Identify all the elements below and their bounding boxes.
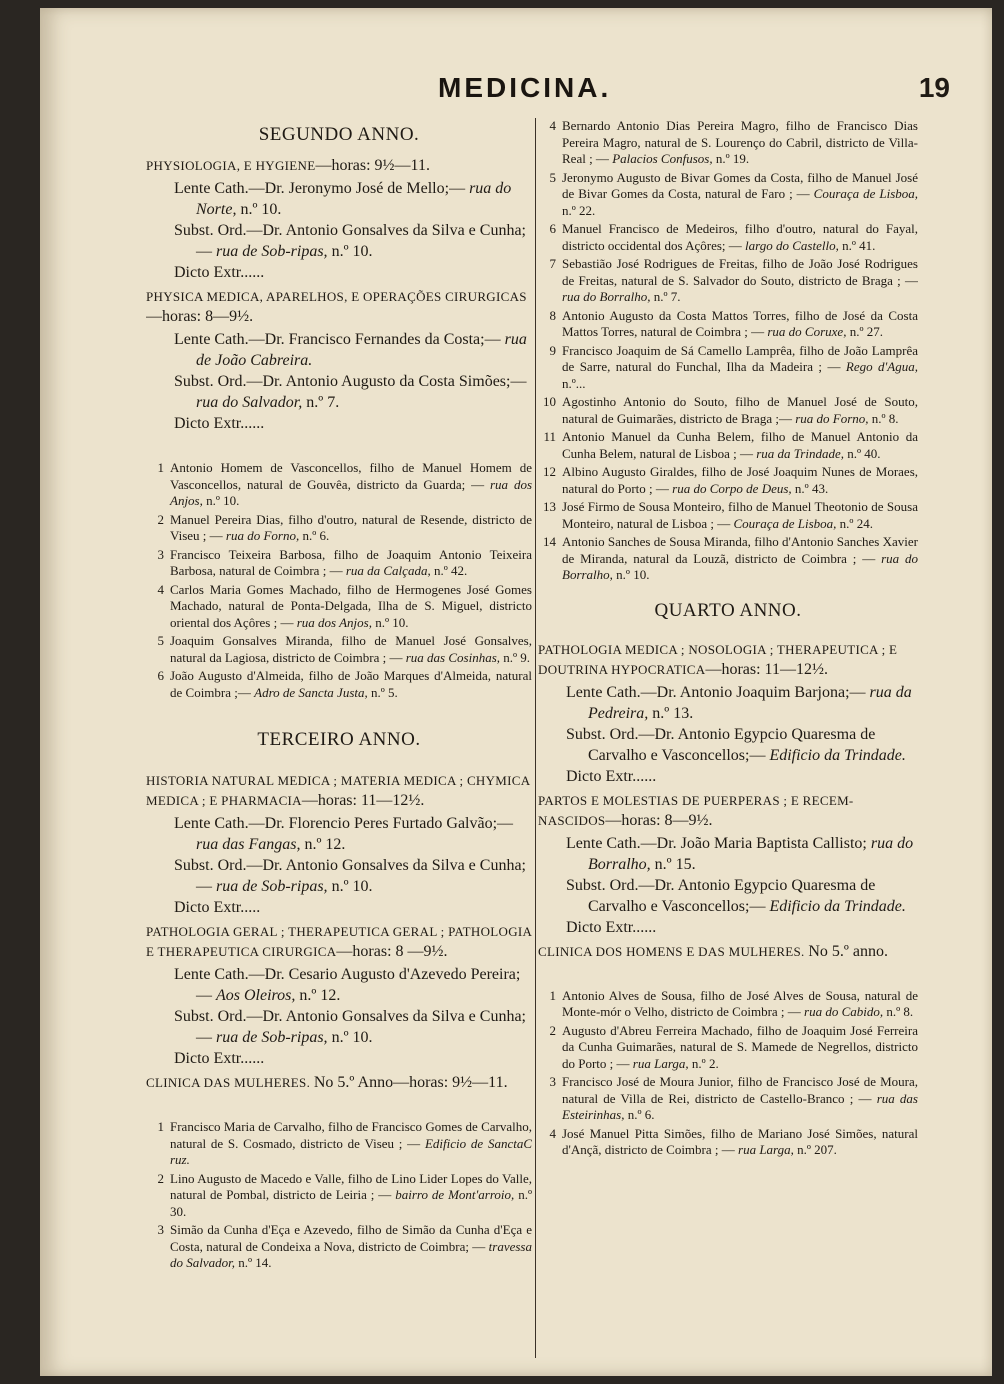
student-street: rua da Trindade, <box>756 445 844 461</box>
lente-line <box>566 682 918 724</box>
student-entry <box>562 499 918 532</box>
subst-street: Edificio da Trindade. <box>769 897 906 915</box>
student-entry <box>170 512 532 545</box>
student-street: rua Larga, <box>632 1055 689 1071</box>
student-street: bairro de Mont'arroio, <box>395 1187 515 1202</box>
list-item <box>146 547 532 580</box>
student-number: 12 <box>543 464 556 479</box>
student-house-number: n.º 5. <box>371 684 398 700</box>
course-name: HISTORIA NATURAL MEDICA ; MATERIA MEDICA ; CHYMICA MEDICA ; E PHARMACIA <box>146 773 530 808</box>
student-street: Adro de Sancta Justa, <box>254 684 368 700</box>
student-text: Antonio Augusto da Costa Mattos Torres, filho de José da Costa Mattos Torres, natural de Coimbra ; — <box>562 307 918 339</box>
student-number: 13 <box>543 499 556 514</box>
student-house-number: n.º 8. <box>871 410 899 426</box>
course-heading <box>538 640 918 680</box>
student-number: 6 <box>549 221 556 236</box>
student-text: Antonio Homem de Vasconcellos, filho de Manuel Homem de Vasconcellos, natural de Gouvêa, districto da Guarda; — <box>170 460 532 492</box>
student-text: Simão da Cunha d'Eça e Azevedo, filho de Simão da Cunha d'Eça e Costa, natural de Condeixa a Nova, districto de Coimbra; — <box>170 1222 532 1254</box>
list-item <box>146 1222 532 1272</box>
student-entry <box>562 221 918 254</box>
clinica-line-quarto <box>538 942 918 962</box>
lente-number: n.º 10. <box>240 201 282 218</box>
subst-label: Subst. Ord.—Dr. Antonio Augusto da Costa Simões;— <box>174 373 527 390</box>
list-item <box>538 1023 918 1073</box>
student-text: Agostinho Antonio do Souto, filho de Manuel José de Souto, natural de Guimarães, districto de Braga ;— <box>562 394 918 426</box>
subst-street: rua de Sob-ripas, <box>216 1029 328 1046</box>
lente-number: n.º 12. <box>299 987 341 1004</box>
student-text: Albino Augusto Giraldes, filho de José Joaquim Nunes de Moraes, natural do Porto ; — <box>562 464 918 496</box>
subst-street: rua do Salvador, <box>196 394 303 411</box>
student-entry <box>562 394 918 427</box>
list-item <box>146 633 532 666</box>
student-house-number: n.º 19. <box>715 151 750 166</box>
student-number: 4 <box>157 581 164 597</box>
section-title-segundo: SEGUNDO ANNO. <box>258 124 420 145</box>
student-street: rua do Borralho, <box>562 289 651 304</box>
course-hours: —horas: 8 —9½. <box>336 943 448 960</box>
student-number: 5 <box>549 169 556 185</box>
dicto-extr-line: Dicto Extr...... <box>174 415 265 432</box>
list-item <box>538 1126 918 1159</box>
student-text: Joaquim Gonsalves Miranda, filho de Manuel José Gonsalves, natural da Lagiosa, districto de Coimbra ; — <box>170 633 532 665</box>
course-list-terceiro <box>146 771 532 1069</box>
student-number: 4 <box>549 1125 556 1141</box>
list-item <box>538 170 918 220</box>
clinica-rest: No 5.º anno. <box>808 942 888 960</box>
list-item <box>146 582 532 632</box>
student-street: rua do Coruxe, <box>767 324 847 339</box>
course-heading <box>146 771 532 811</box>
course-name: PATHOLOGIA GERAL ; THERAPEUTICA GERAL ; PATHOLOGIA E THERAPEUTICA CIRURGICA <box>146 924 532 959</box>
student-list-segundo-cont <box>538 118 918 584</box>
student-list-terceiro <box>146 1119 532 1272</box>
student-house-number: n.º 14. <box>238 1255 272 1270</box>
lente-line <box>174 964 532 1006</box>
student-text: Lino Augusto de Macedo e Valle, filho de Lino Lider Lopes do Valle, natural de Pombal, districto de Leiria ; — <box>170 1170 532 1202</box>
lente-line <box>174 329 532 371</box>
student-entry <box>170 668 532 701</box>
student-house-number: n.º 43. <box>794 480 829 496</box>
list-item <box>538 534 918 584</box>
student-street: rua do Borralho, <box>562 550 918 582</box>
student-house-number: n.º 7. <box>653 289 681 304</box>
student-street: rua dos Anjos, <box>296 614 372 630</box>
student-house-number: n.º 6. <box>627 1107 655 1122</box>
student-entry <box>562 1074 918 1124</box>
student-text: Francisco José de Moura Junior, filho de Francisco José de Moura, natural de Villa de Rei, districto de Castello-Branco ; — <box>562 1074 918 1106</box>
student-entry <box>562 464 918 497</box>
student-street: Palacios Confusos, <box>612 151 713 166</box>
student-text: José Manuel Pitta Simões, filho de Mariano José Simões, natural d'Ançã, districto de Coimbra ; — <box>562 1125 918 1157</box>
student-entry <box>170 582 532 632</box>
student-house-number: n.º 30. <box>170 1187 532 1219</box>
lente-number: n.º 13. <box>652 704 694 722</box>
subst-label: Subst. Ord.—Dr. Antonio Gonsalves da Silva e Cunha;— <box>174 222 526 260</box>
course-name: PARTOS E MOLESTIAS DE PUERPERAS ; E RECEM-NASCIDOS <box>538 792 854 828</box>
course-name: PATHOLOGIA MEDICA ; NOSOLOGIA ; THERAPEUTICA ; E DOUTRINA HYPOCRATICA <box>538 641 898 677</box>
student-house-number: n.º 22. <box>562 202 596 218</box>
lente-label: Lente Cath.—Dr. Cesario Augusto d'Azevedo Pereira;— <box>174 966 521 1004</box>
student-entry <box>170 460 532 510</box>
running-title: MEDICINA. <box>438 72 612 103</box>
student-number: 4 <box>549 118 556 133</box>
lente-line <box>174 813 532 855</box>
student-house-number: n.º 40. <box>847 445 881 461</box>
student-entry <box>562 118 918 168</box>
lente-label: Lente Cath.—Dr. João Maria Baptista Callisto; <box>566 834 867 852</box>
student-street: Couraça de Lisboa, <box>813 186 918 201</box>
student-house-number: n.º 24. <box>839 515 873 531</box>
student-number: 2 <box>549 1022 556 1038</box>
subst-number: n.º 7. <box>306 394 340 411</box>
student-house-number: n.º 2. <box>691 1055 719 1071</box>
student-entry <box>170 547 532 580</box>
course-heading <box>146 922 532 962</box>
student-street: rua das Esteirinhas, <box>562 1090 918 1122</box>
subst-label: Subst. Ord.—Dr. Antonio Gonsalves da Silva e Cunha;— <box>174 1008 526 1046</box>
clinica-line-terceiro <box>146 1073 532 1093</box>
student-text: Antonio Manuel da Cunha Belem, filho de Manuel Antonio da Cunha Belem, natural de Lisboa ; — <box>562 429 918 461</box>
lente-street: rua do Norte, <box>196 180 512 218</box>
lente-street: Aos Oleiros, <box>216 987 296 1004</box>
student-street: Rego d'Agua, <box>845 359 918 374</box>
student-number: 6 <box>157 668 164 683</box>
dicto-extr-line: Dicto Extr...... <box>566 918 657 936</box>
subst-number: n.º 10. <box>331 243 373 260</box>
list-item <box>146 1171 532 1221</box>
student-street: rua da Calçada, <box>345 563 431 578</box>
subst-line <box>174 855 532 897</box>
student-house-number: n.º 10. <box>375 614 409 630</box>
lente-street: rua da Pedreira, <box>588 683 912 722</box>
student-entry <box>170 633 532 666</box>
subst-line <box>566 724 918 766</box>
student-house-number: n.º 27. <box>849 324 883 339</box>
student-text: Bernardo Antonio Dias Pereira Magro, filho de Francisco Dias Pereira Magro, natural de S. Lourenço do Cabril, districto de Villa-Real ; — <box>562 118 918 166</box>
student-entry <box>562 256 918 306</box>
student-number: 2 <box>157 1170 164 1186</box>
student-number: 3 <box>549 1074 556 1089</box>
right-column <box>538 118 918 1368</box>
student-number: 9 <box>549 342 556 358</box>
student-entry <box>562 534 918 584</box>
list-item <box>538 1074 918 1124</box>
student-text: Antonio Sanches de Sousa Miranda, filho d'Antonio Sanches Xavier de Miranda, natural da Louzã, districto de Coimbra ; — <box>562 534 918 566</box>
student-text: Francisco Teixeira Barbosa, filho de Joaquim Antonio Teixeira Barbosa, natural de Coimbra ; — <box>170 546 532 578</box>
clinica-name: CLINICA DOS HOMENS E DAS MULHERES. <box>538 943 805 959</box>
student-number: 1 <box>157 460 164 475</box>
course-hours: —horas: 8—9½. <box>605 811 713 829</box>
student-street: rua das Cosinhas, <box>405 649 501 665</box>
student-text: Sebastião José Rodrigues de Freitas, filho de João José Rodrigues de Freitas, natural de S. Salvador do Souto, districto de Braga ; — <box>562 256 918 288</box>
student-entry <box>562 343 918 393</box>
student-entry <box>562 1126 918 1159</box>
student-entry <box>170 1119 532 1169</box>
page-header <box>40 68 992 108</box>
student-entry <box>562 988 918 1021</box>
lente-label: Lente Cath.—Dr. Jeronymo José de Mello;— <box>174 180 466 197</box>
student-number: 1 <box>157 1119 164 1134</box>
student-street: rua dos Anjos, <box>170 476 532 508</box>
list-item <box>146 1119 532 1169</box>
student-entry <box>562 1023 918 1073</box>
subst-number: n.º 10. <box>331 878 373 895</box>
left-column <box>146 118 532 1368</box>
subst-line <box>174 1006 532 1048</box>
student-number: 3 <box>157 1222 164 1237</box>
student-number: 3 <box>157 546 164 562</box>
subst-line <box>566 875 918 917</box>
list-item <box>538 118 918 168</box>
student-list-segundo <box>146 460 532 701</box>
subst-number: n.º 10. <box>331 1029 373 1046</box>
student-street: Edificio de SanctaC ruz. <box>170 1135 532 1167</box>
student-entry <box>170 1222 532 1272</box>
student-number: 10 <box>543 394 556 409</box>
lente-label: Lente Cath.—Dr. Antonio Joaquim Barjona;— <box>566 683 866 701</box>
student-text: José Firmo de Sousa Monteiro, filho de Manuel Theotonio de Sousa Monteiro, natural de Lisboa ; — <box>562 499 918 531</box>
student-street: rua Larga, <box>738 1142 794 1157</box>
course-name: PHYSIOLOGIA, E HYGIENE <box>146 158 316 173</box>
student-text: Manuel Pereira Dias, filho d'outro, natural de Resende, districto de Viseu ; — <box>170 511 532 543</box>
course-hours: —horas: 9½—11. <box>315 157 430 174</box>
dicto-extr-line: Dicto Extr..... <box>174 899 261 916</box>
course-list-segundo <box>146 156 532 434</box>
student-text: Jeronymo Augusto de Bivar Gomes da Costa, filho de Manuel José de Bivar Gomes da Costa, natural de Faro ; — <box>562 169 918 201</box>
lente-line <box>174 178 532 220</box>
book-page <box>40 8 992 1376</box>
lente-line <box>566 833 918 875</box>
course-hours: —horas: 8—9½. <box>146 308 254 325</box>
lente-street: rua do Borralho, <box>588 834 914 873</box>
list-item <box>538 464 918 497</box>
student-text: Francisco Joaquim de Sá Camello Lamprêa, filho de João Lamprêa de Sarre, natural do Funchal, Ilha da Madeira ; — <box>562 342 918 374</box>
student-number: 8 <box>549 307 556 323</box>
list-item <box>538 221 918 254</box>
page-number: 19 <box>918 72 950 103</box>
student-house-number: n.º 207. <box>797 1142 837 1157</box>
course-name: PHYSICA MEDICA, APARELHOS, E OPERAÇÕES CIRURGICAS <box>146 289 527 304</box>
student-entry <box>170 1171 532 1221</box>
list-item <box>538 499 918 532</box>
course-hours: —horas: 11—12½. <box>301 792 425 809</box>
student-text: Manuel Francisco de Medeiros, filho d'outro, natural do Fayal, districto occidental dos Açôres; — <box>562 221 918 253</box>
lente-number: n.º 12. <box>304 836 346 853</box>
list-item <box>538 394 918 427</box>
list-item <box>538 308 918 341</box>
student-street: Couraça de Lisboa, <box>733 515 837 531</box>
student-street: rua do Forno, <box>225 528 300 543</box>
course-heading <box>146 156 532 176</box>
student-house-number: n.º 42. <box>433 563 468 578</box>
student-house-number: n.º 41. <box>842 237 876 253</box>
student-text: Carlos Maria Gomes Machado, filho de Hermogenes José Gomes Machado, natural de Ponta-Delgada, Ilha de S. Miguel, districto oriental dos Açôres ; — <box>170 581 532 630</box>
list-item <box>538 256 918 306</box>
student-house-number: n.º 6. <box>302 528 330 543</box>
student-entry <box>562 429 918 462</box>
subst-label: Subst. Ord.—Dr. Antonio Gonsalves da Silva e Cunha;— <box>174 857 526 895</box>
list-item <box>538 429 918 462</box>
lente-number: n.º 15. <box>654 855 696 873</box>
student-street: rua do Forno, <box>795 410 869 426</box>
course-list-quarto <box>538 640 918 938</box>
subst-label: Subst. Ord.—Dr. Antonio Egypcio Quaresma de Carvalho e Vasconcellos;— <box>566 876 876 915</box>
subst-street: rua de Sob-ripas, <box>216 243 328 260</box>
subst-street: Edificio da Trindade. <box>769 746 906 764</box>
column-divider <box>535 118 536 1358</box>
lente-label: Lente Cath.—Dr. Florencio Peres Furtado Galvão;— <box>174 815 514 832</box>
lente-street: rua das Fangas, <box>196 836 301 853</box>
subst-line <box>174 220 532 262</box>
section-title-quarto: QUARTO ANNO. <box>654 599 802 621</box>
course-heading <box>146 287 532 327</box>
student-house-number: n.º 9. <box>503 649 531 665</box>
lente-label: Lente Cath.—Dr. Francisco Fernandes da Costa;— <box>174 331 501 348</box>
clinica-name: CLINICA DAS MULHERES. <box>146 1075 311 1090</box>
student-entry <box>562 308 918 341</box>
student-street: rua do Corpo de Deus, <box>672 480 792 496</box>
subst-street: rua de Sob-ripas, <box>216 878 328 895</box>
list-item <box>538 343 918 393</box>
list-item <box>146 460 532 510</box>
student-house-number: n.º 10. <box>616 567 650 582</box>
student-list-quarto <box>538 988 918 1159</box>
clinica-rest: No 5.º Anno—horas: 9½—11. <box>313 1074 508 1091</box>
list-item <box>146 512 532 545</box>
student-number: 5 <box>157 633 164 648</box>
student-street: rua do Cabido, <box>804 1004 884 1019</box>
subst-line <box>174 371 532 413</box>
dicto-extr-line: Dicto Extr...... <box>174 1050 265 1067</box>
student-street: largo do Castello, <box>745 237 839 253</box>
student-text: Augusto d'Abreu Ferreira Machado, filho de Joaquim José Ferreira da Cunha Guimarães, natural de S. Mamede de Negrellos, districto do Porto ; — <box>562 1022 918 1071</box>
section-title-terceiro: TERCEIRO ANNO. <box>257 729 421 750</box>
student-house-number: n.º 8. <box>886 1004 914 1019</box>
subst-label: Subst. Ord.—Dr. Antonio Egypcio Quaresma de Carvalho e Vasconcellos;— <box>566 725 876 764</box>
student-number: 14 <box>543 534 556 549</box>
list-item <box>538 988 918 1021</box>
student-street: travessa do Salvador, <box>170 1238 532 1270</box>
student-entry <box>562 170 918 220</box>
student-number: 11 <box>543 429 556 444</box>
student-text: Francisco Maria de Carvalho, filho de Francisco Gomes de Carvalho, natural de S. Cosmado, districto de Viseu ; — <box>170 1119 532 1151</box>
student-number: 1 <box>549 987 556 1003</box>
student-text: Antonio Alves de Sousa, filho de José Alves de Sousa, natural de Monte-mór o Velho, districto de Coimbra ; — <box>562 987 918 1019</box>
student-number: 2 <box>157 511 164 527</box>
dicto-extr-line: Dicto Extr...... <box>174 264 265 281</box>
course-heading <box>538 791 918 831</box>
student-house-number: n.º 10. <box>206 493 240 508</box>
student-text: João Augusto d'Almeida, filho de João Marques d'Almeida, natural de Coimbra ;— <box>170 668 532 700</box>
lente-street: rua de João Cabreira. <box>196 331 527 369</box>
student-house-number: n.º... <box>562 375 586 391</box>
student-number: 7 <box>549 256 556 271</box>
dicto-extr-line: Dicto Extr...... <box>566 767 657 785</box>
list-item <box>146 668 532 701</box>
course-hours: —horas: 11—12½. <box>705 660 828 678</box>
